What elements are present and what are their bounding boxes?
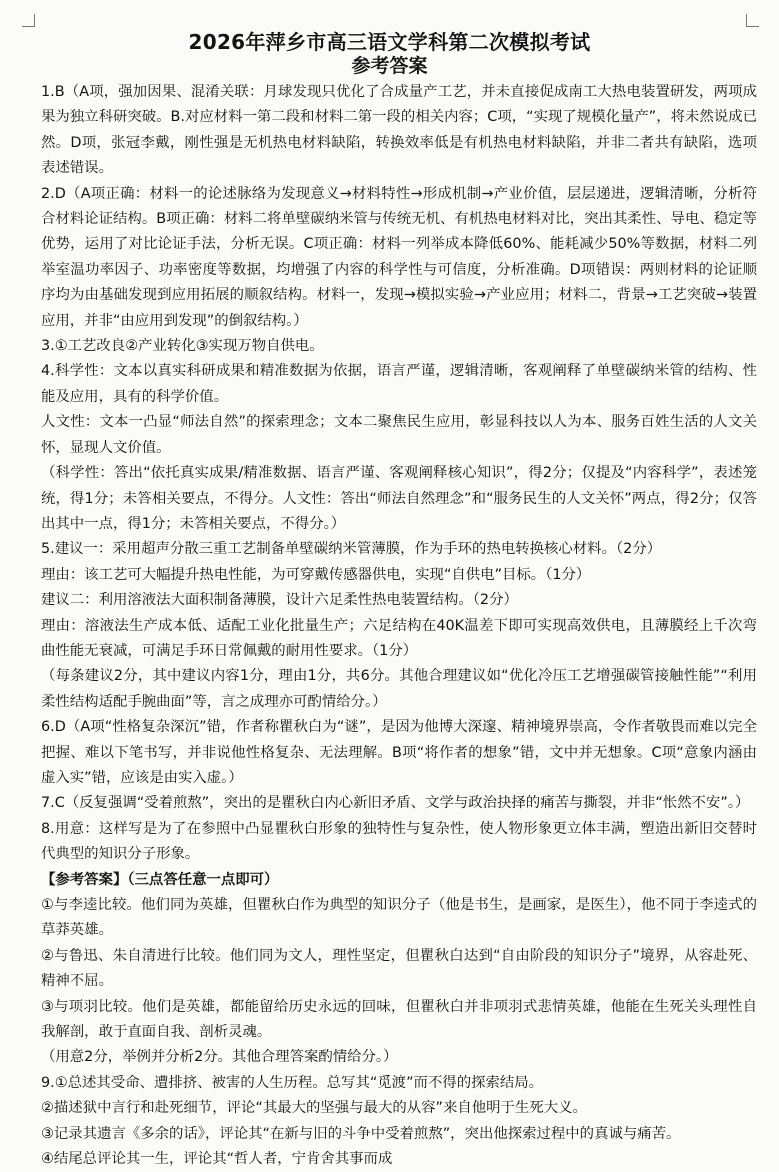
answer-5-scoring: （每条建议2分，其中建议内容1分，理由1分，共6分。其他合理建议如“优化冷压工艺增强碳管接触性能”“利用柔性结构适配手腕曲面”等，言之成理亦可酌情给分。） — [41, 668, 757, 710]
answer-9-point-4: ④结尾总评论其一生，评论其“哲人者，宁肯舍其事而成 — [41, 1151, 393, 1168]
answer-1: 1.B（A项，强加因果、混淆关联：月球发现只优化了合成量产工艺，并未直接促成南工大热电装置研发，两项成果为独立科研突破。B.对应材料一第二段和材料二第一段的相关内容；C项，“实现了规模化量产”，将未然说成已然。D项，张冠李戴，刚性强是无机热电材料缺陷，转换效率低是有机热电材料缺陷，并非二者共有缺陷，选项表述错误。 — [41, 84, 757, 177]
answer-5-reason-1: 理由：该工艺可大幅提升热电性能，为可穿戴传感器供电，实现“自供电”目标。（1分） — [41, 566, 591, 583]
answer-9-point-3: ③记录其遗言《多余的话》，评论其“在新与旧的斗争中受着煎熬”，突出他探索过程中的真诚与痛苦。 — [41, 1125, 681, 1142]
answer-2: 2.D（A项正确：材料一的论述脉络为发现意义→材料特性→形成机制→产业价值，层层递进，逻辑清晰，分析符合材料论证结构。B项正确：材料二将单壁碳纳米管与传统无机、有机热电材料对比，突出其柔性、导电、稳定等优势，运用了对比论证手法，分析无误。C项正确：材料一列举成本降低60%、能耗减少50%等数据，材料二列举室温功率因子、功率密度等数据，均增强了内容的科学性与可信度，分析准确。D项错误：两则材料的论证顺序均为由基础发现到应用拓展的顺叙结构。材料一，发现→模拟实验→产业应用；材料二，背景→工艺突破→装置应用，并非“由应用到发现”的倒叙结构。） — [41, 185, 757, 329]
answer-body — [41, 80, 757, 1172]
answer-7: 7.C（反复强调“受着煎熬”，突出的是瞿秋白内心新旧矛盾、文学与政治抉择的痛苦与撕裂，并非“怅然不安”。） — [41, 795, 750, 812]
answer-5-suggestion-1: 5.建议一：采用超声分散三重工艺制备单壁碳纳米管薄膜，作为手环的热电转换核心材料。（2分） — [41, 541, 662, 558]
answer-5-reason-2: 理由：溶液法生产成本低、适配工业化批量生产；六足结构在40K温差下即可实现高效供电，且薄膜经上千次弯曲性能无衰减，可满足手环日常佩戴的耐用性要求。（1分） — [41, 617, 757, 659]
answer-8-point-3: ③与项羽比较。他们是英雄，都能留给历史永远的回味，但瞿秋白并非项羽式悲情英雄，他能在生死关头理性自我解剖，敢于直面自我、剖析灵魂。 — [41, 998, 757, 1041]
answer-5-suggestion-2: 建议二：利用溶液法大面积制备薄膜，设计六足柔性热电装置结构。（2分） — [41, 592, 518, 609]
crop-mark-top-right — [746, 14, 759, 27]
answer-8-point-2: ②与鲁迅、朱自清进行比较。他们同为文人，理性坚定，但瞿秋白达到“自由阶段的知识分子”境界，从容赴死、精神不屈。 — [41, 947, 757, 990]
answer-4-science: 4.科学性：文本以真实科研成果和精准数据为依据，语言严谨，逻辑清晰，客观阐释了单壁碳纳米管的结构、性能及应用，具有的科学价值。 — [41, 363, 757, 405]
answer-9-point-1: 9.①总述其受命、遭排挤、被害的人生历程。总写其“觅渡”而不得的探索结局。 — [41, 1074, 544, 1091]
crop-mark-top-left — [22, 14, 35, 27]
answer-3: 3.①工艺改良②产业转化③实现万物自供电。 — [41, 338, 324, 355]
answer-8-point-1: ①与李逵比较。他们同为英雄，但瞿秋白作为典型的知识分子（他是书生，是画家，是医生），他不同于李逵式的草莽英雄。 — [41, 897, 757, 939]
answer-9-point-2: ②描述狱中言行和赴死细节，评论“其最大的坚强与最大的从容”来自他明于生死大义。 — [41, 1100, 587, 1117]
answer-8-reference-heading: 【参考答案】（三点答任意一点即可） — [41, 871, 279, 888]
document-subtitle: 参考答案 — [351, 55, 428, 77]
answer-4-scoring: （科学性：答出“依托真实成果/精准数据、语言严谨、客观阐释核心知识”，得2分；仅提及“内容科学”，表述笼统，得1分；未答相关要点，不得分。人文性：答出“师法自然理念”和“服务民生的人文关怀”两点，得2分；仅答出其中一点，得1分；未答相关要点，不得分。） — [41, 465, 757, 532]
answer-4-humanity: 人文性：文本一凸显“师法自然”的探索理念；文本二聚焦民生应用，彰显科技以人为本、服务百姓生活的人文关怀，显现人文价值。 — [41, 414, 757, 456]
answer-6: 6.D（A项“性格复杂深沉”错，作者称瞿秋白为“谜”，是因为他博大深邃、精神境界崇高，令作者敬畏而难以完全把握、难以下笔书写，并非说他性格复杂、无法理解。B项“将作者的想象”错，文中并无想象。C项“意象内涵由虚入实”错，应该是由实入虚。） — [41, 719, 757, 786]
answer-8-intent: 8.用意：这样写是为了在参照中凸显瞿秋白形象的独特性与复杂性，使人物形象更立体丰满，塑造出新旧交替时代典型的知识分子形象。 — [41, 820, 757, 863]
answer-8-scoring: （用意2分，举例并分析2分。其他合理答案酌情给分。） — [41, 1049, 398, 1066]
document-title: 2026年萍乡市高三语文学科第二次模拟考试 — [188, 30, 591, 54]
document-header — [0, 0, 779, 78]
